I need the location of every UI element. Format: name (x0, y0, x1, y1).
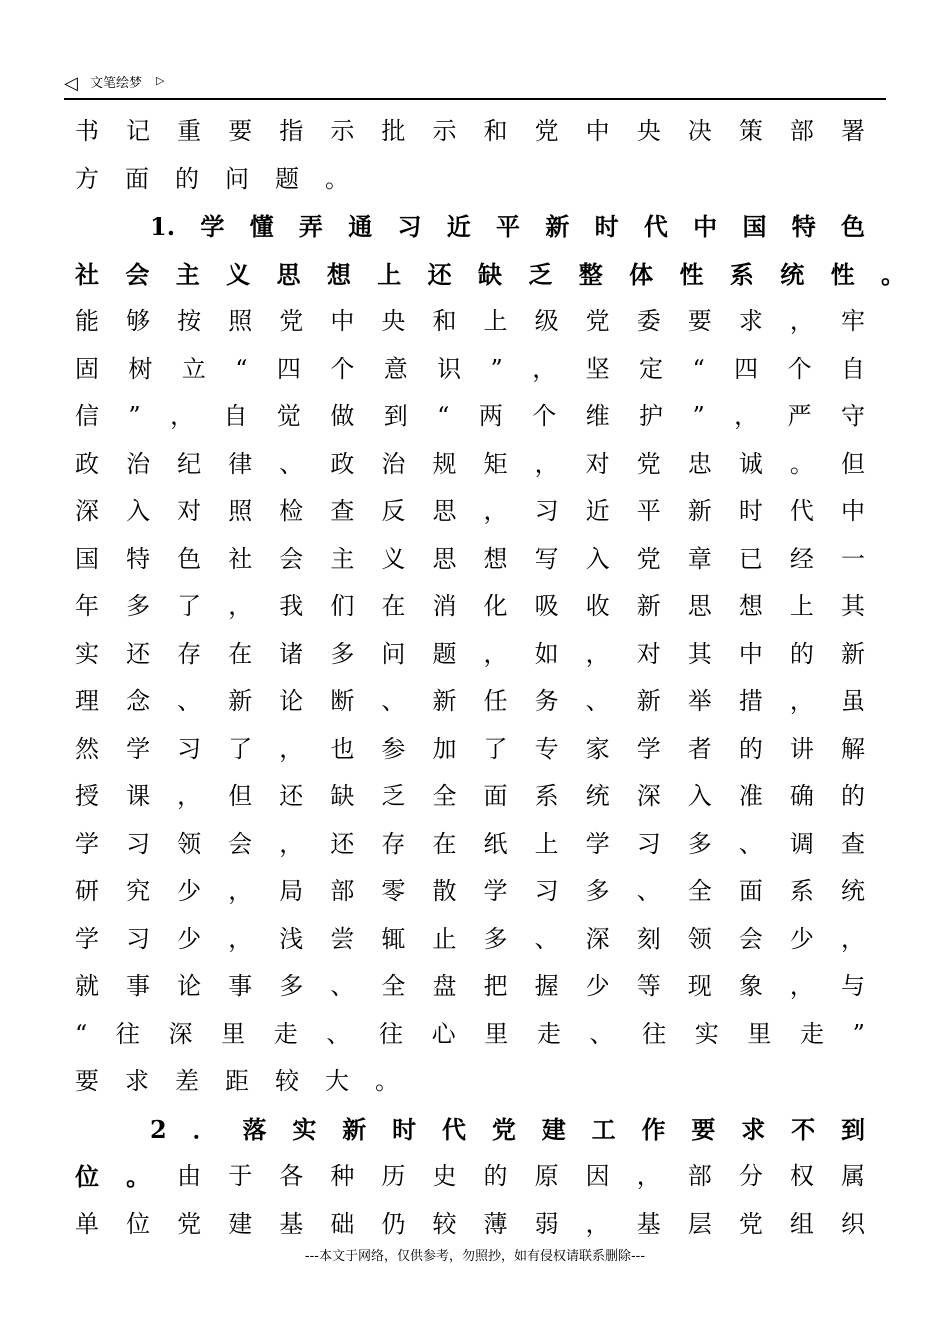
text-line: 位 。 由 于 各 种 历 史 的 原 因 ， 部 分 权 属 (75, 1162, 865, 1191)
text-line: 方 面 的 问 题 。 (75, 164, 349, 193)
text-line: 学 习 少 ， 浅 尝 辄 止 多 、 深 刻 领 会 少 ， (75, 924, 865, 953)
left-triangle-icon: ◁ (64, 73, 78, 94)
text-line: 研 究 少 ， 局 部 零 散 学 习 多 、 全 面 系 统 (75, 877, 865, 905)
document-body (75, 108, 905, 1248)
text-line: 国 特 色 社 会 主 义 思 想 写 入 党 章 已 经 一 (75, 544, 865, 573)
text-line: 社 会 主 义 思 想 上 还 缺 乏 整 体 性 系 统 性 。 (75, 259, 905, 289)
text-line: 要 求 差 距 较 大 。 (75, 1067, 399, 1095)
text-line: 年 多 了 ， 我 们 在 消 化 吸 收 新 思 想 上 其 (75, 592, 865, 620)
text-line: 理 念 、 新 论 断 、 新 任 务 、 新 举 措 ， 虽 (75, 687, 865, 715)
right-triangle-icon: ▷ (156, 74, 165, 87)
text-line: 然 学 习 了 ， 也 参 加 了 专 家 学 者 的 讲 解 (75, 734, 865, 763)
text-line: 授 课 ， 但 还 缺 乏 全 面 系 统 深 入 准 确 的 (75, 782, 865, 810)
text-line: 实 还 存 在 诸 多 问 题 ， 如 ， 对 其 中 的 新 (75, 639, 865, 668)
text-line: “ 往 深 里 走 、 往 心 里 走 、 往 实 里 走 ” (75, 1019, 865, 1048)
footer-disclaimer: ---本文于网络，仅供参考，勿照抄，如有侵权请联系删除--- (304, 1249, 646, 1264)
text-line: 政 治 纪 律 、 政 治 规 矩 ， 对 党 忠 诚 。 但 (75, 449, 865, 478)
text-line: 1. 学 懂 弄 通 习 近 平 新 时 代 中 国 特 色 (150, 212, 865, 241)
page-header (64, 74, 886, 100)
text-line: 能 够 按 照 党 中 央 和 上 级 党 委 要 求 ， 牢 (75, 307, 865, 335)
text-line: 学 习 领 会 ， 还 存 在 纸 上 学 习 多 、 调 查 (75, 829, 865, 858)
text-line: 信 ” ， 自 觉 做 到 “ 两 个 维 护 ” ， 严 守 (75, 402, 865, 430)
text-line: 固 树 立 “ 四 个 意 识 ” ， 坚 定 “ 四 个 自 (75, 354, 865, 383)
text-line: 深 入 对 照 检 查 反 思 ， 习 近 平 新 时 代 中 (75, 497, 865, 525)
text-line: 书 记 重 要 指 示 批 示 和 党 中 央 决 策 部 署 (75, 117, 865, 145)
text-line: 单 位 党 建 基 础 仍 较 薄 弱 ， 基 层 党 组 织 (75, 1209, 865, 1238)
text-line: 2 ． 落 实 新 时 代 党 建 工 作 要 求 不 到 (150, 1114, 865, 1144)
text-line: 就 事 论 事 多 、 全 盘 把 握 少 等 现 象 ， 与 (75, 972, 865, 1000)
header-title: 文笔绘梦 (90, 76, 143, 91)
